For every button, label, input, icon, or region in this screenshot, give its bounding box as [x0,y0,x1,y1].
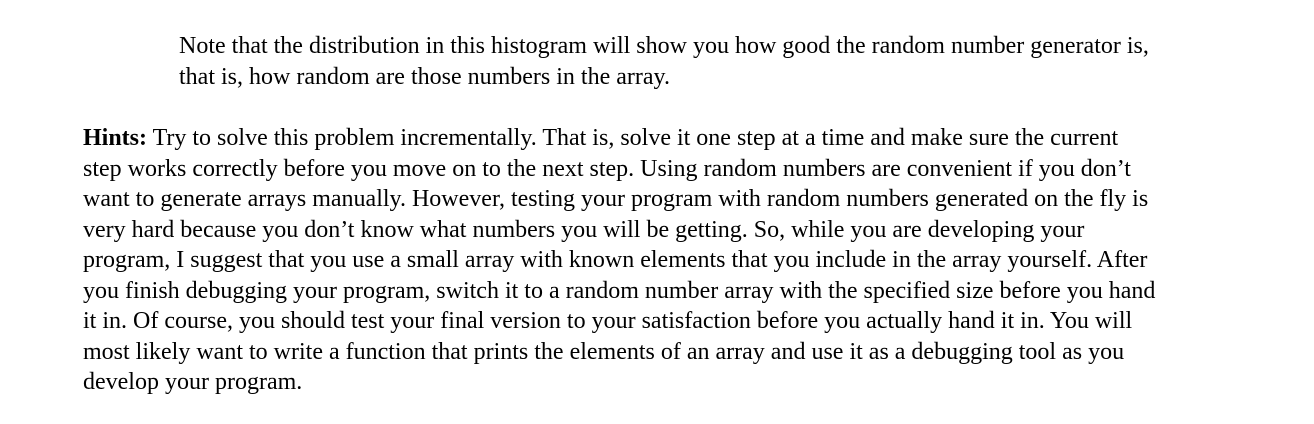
note-line: that is, how random are those numbers in the array. [179,64,670,90]
hints-line: most likely want to write a function that prints the elements of an array and use it as a debugging tool as you [83,338,1125,365]
hints-line [83,123,1283,154]
hints-line: step works correctly before you move on to the next step. Using random numbers are convenient if you don’t [83,155,1131,182]
hints-line: want to generate arrays manually. However, testing your program with random numbers generated on the fly is [83,186,1149,212]
note-line: Note that the distribution in this histogram will show you how good the random number generator is, [179,33,1149,59]
hints-line-text: Try to solve this problem incrementally. That is, solve it one step at a time and make sure the current [147,125,1119,151]
hints-line: you finish debugging your program, switch it to a random number array with the specified size before you hand [83,277,1156,304]
note-paragraph [179,31,1289,93]
hints-paragraph [83,123,1283,398]
hints-line: develop your program. [83,369,303,395]
hints-label: Hints: [83,125,148,151]
hints-line: it in. Of course, you should test your final version to your satisfaction before you actually hand it in. You will [83,308,1133,334]
hints-line: program, I suggest that you use a small array with known elements that you include in the array yourself. After [83,247,1148,273]
hints-line: very hard because you don’t know what numbers you will be getting. So, while you are developing your [83,216,1085,243]
